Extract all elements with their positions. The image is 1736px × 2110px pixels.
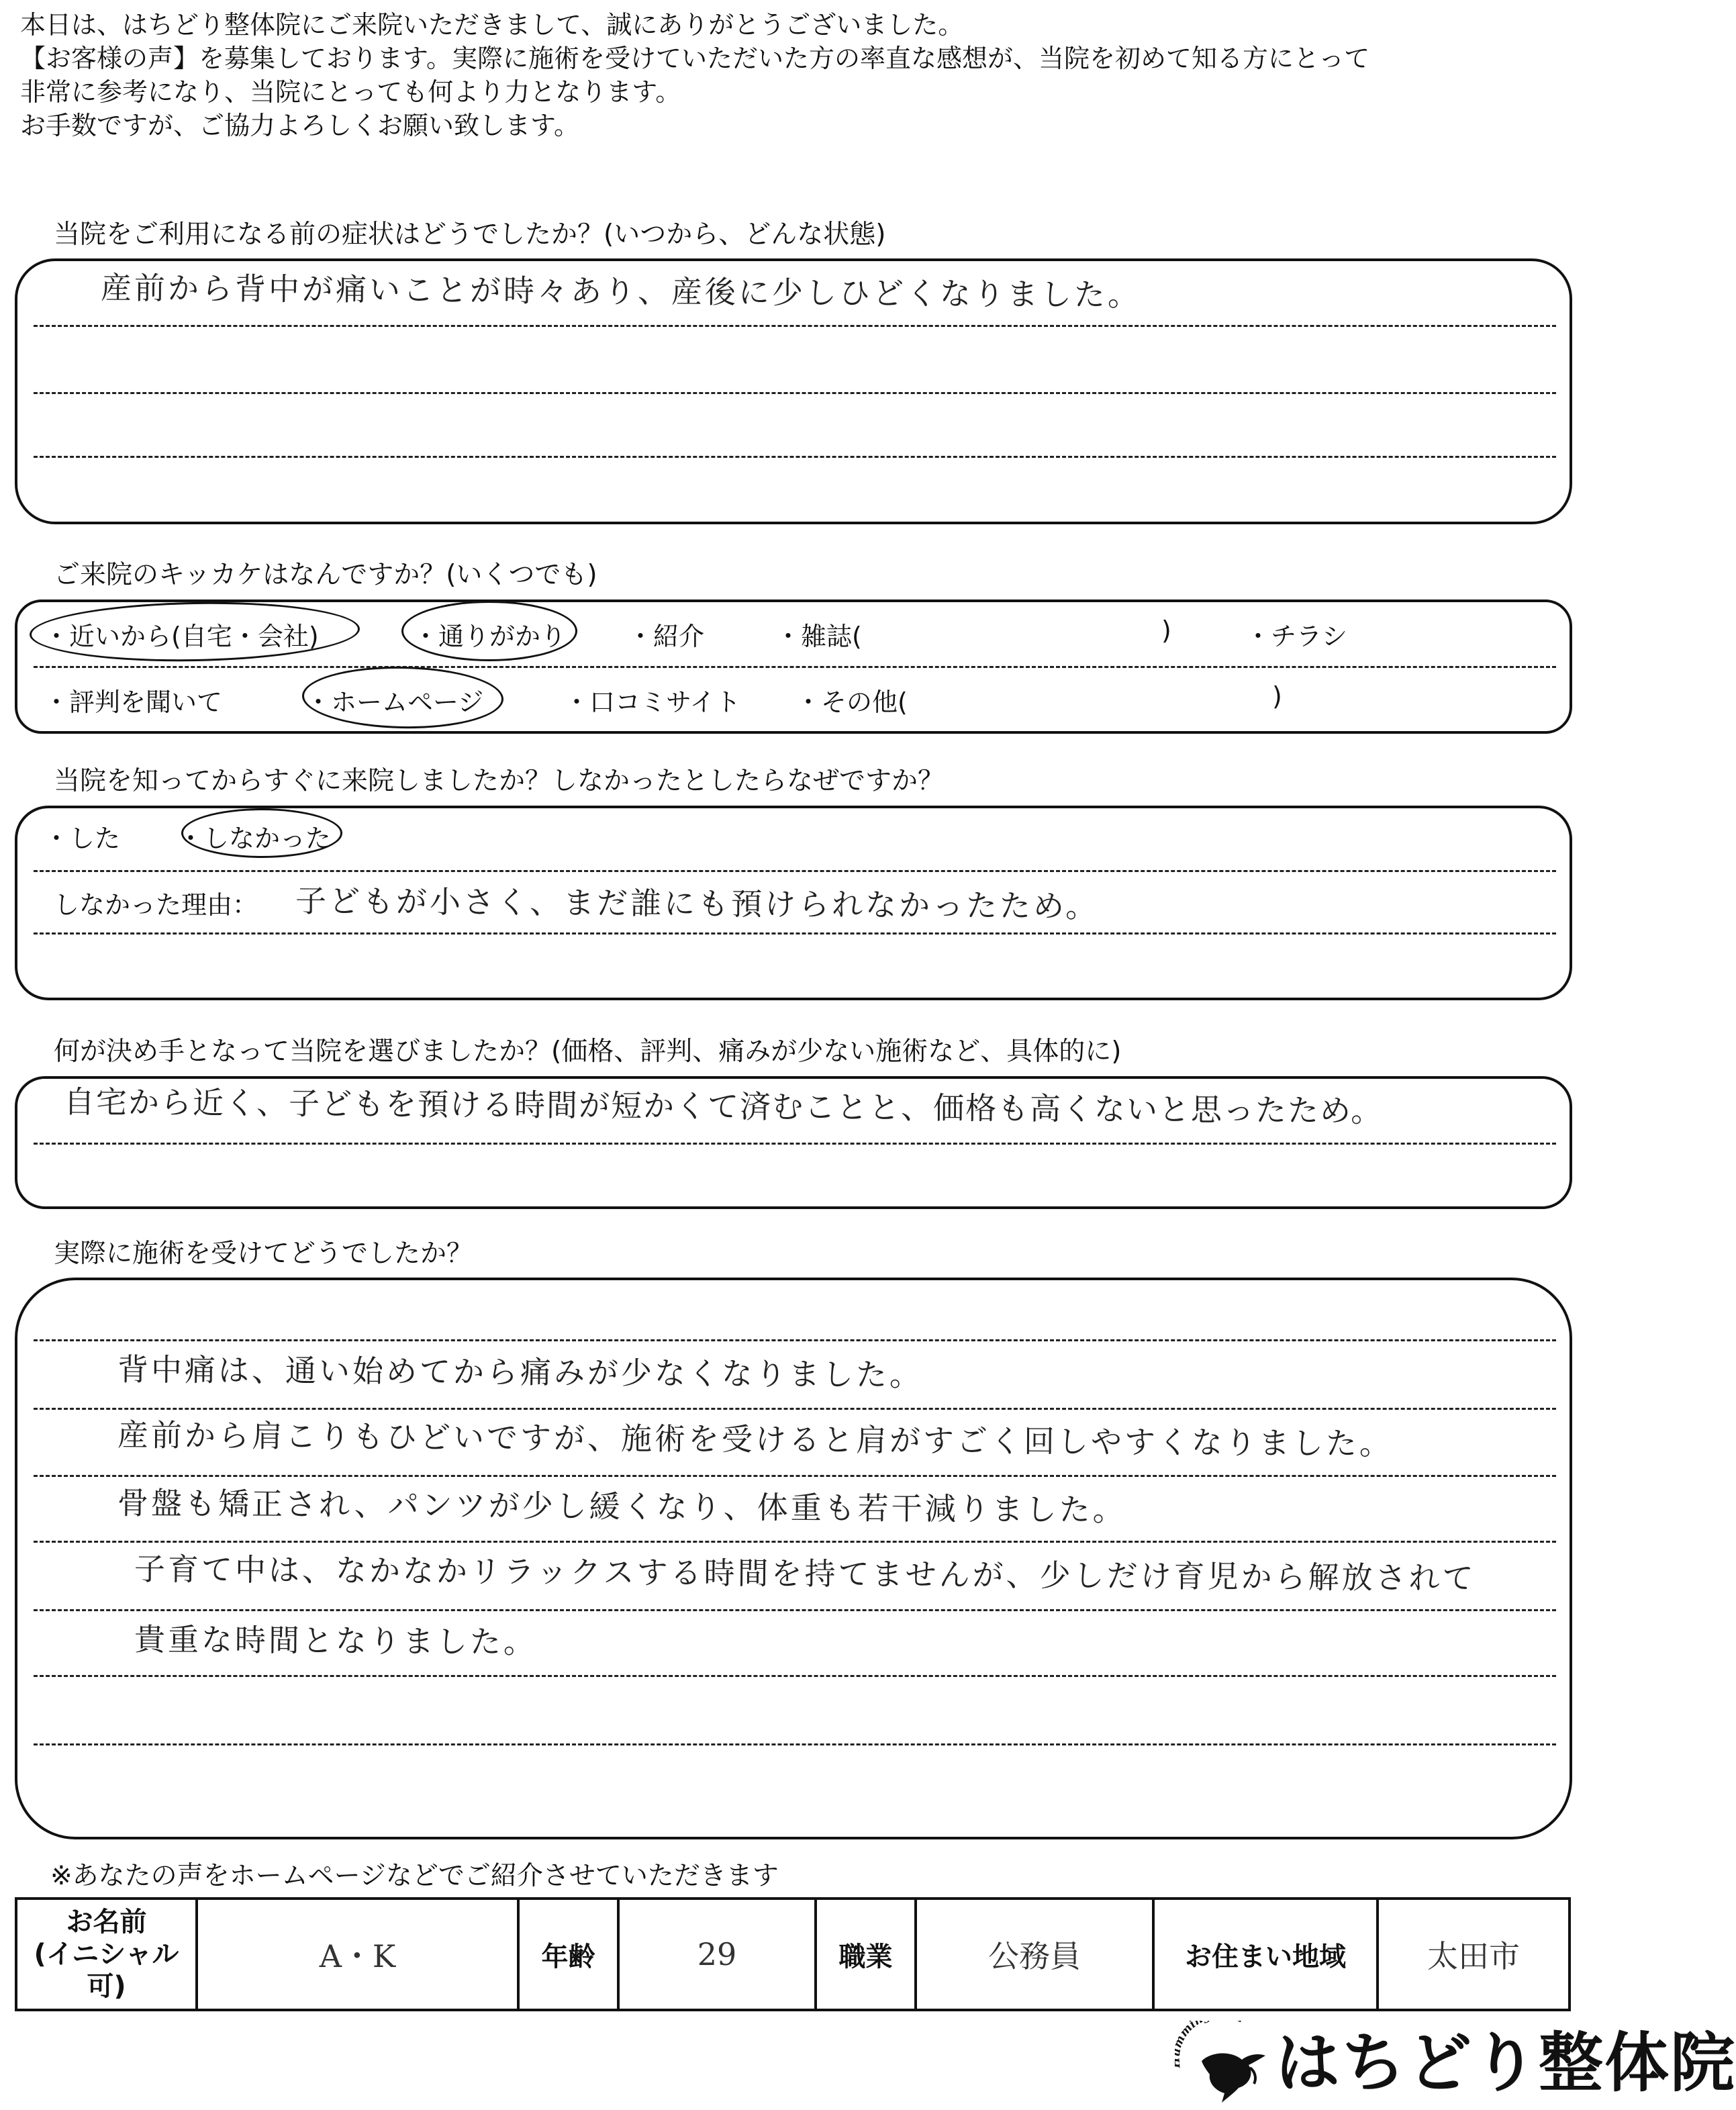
handwritten-experience-line: 産前から肩こりもひどいですが、施術を受けると肩がすごく回しやすくなりました。 (117, 1417, 1394, 1462)
option-magazine: ・雑誌( (775, 622, 862, 651)
option-homepage: ・ホームページ (305, 687, 484, 717)
option-near: ・近いから(自宅・会社) (44, 622, 319, 651)
option-reputation: ・評判を聞いて (44, 687, 223, 717)
area-label: お住まい地域 (1153, 1899, 1378, 2010)
question-deciding-factor: 何が決め手となって当院を選びましたか？(価格、評判、痛みが少ない施術など、具体的に) (54, 1037, 1122, 1067)
dashed-line (34, 325, 1556, 327)
customer-info-table (15, 1897, 1571, 2011)
intro-text (20, 8, 1369, 142)
dashed-line (34, 1675, 1556, 1677)
logo-script-text: mi (1177, 2021, 1199, 2040)
handwritten-answer-symptoms: 産前から背中が痛いことが時々あり、産後に少しひどくなりました。 (100, 269, 1142, 314)
handwritten-experience-line: 背中痛は、通い始めてから痛みが少なくなりました。 (117, 1351, 924, 1394)
name-label: お名前 (66, 1907, 147, 1937)
selection-circle-did-not (181, 808, 342, 858)
clinic-name: はちどり整体院 (1275, 2025, 1736, 2101)
option-did-not: ・しなかった (178, 824, 332, 853)
name-label-cell (16, 1899, 197, 2010)
handwritten-experience-line: 貴重な時間となりました。 (134, 1621, 538, 1661)
dashed-line (34, 1609, 1556, 1611)
selection-circle-passing (401, 601, 577, 661)
option-review-site: ・口コミサイト (564, 687, 741, 717)
option-other-close: ) (1272, 681, 1282, 711)
job-label: 職業 (816, 1899, 916, 2010)
dashed-line (34, 1408, 1556, 1410)
clinic-logo (1175, 2021, 1736, 2105)
option-other: ・その他( (795, 687, 908, 717)
option-referral: ・紹介 (628, 622, 705, 651)
handwritten-reason: 子どもが小さく、まだ誰にも預けられなかったため。 (295, 882, 1100, 925)
handwritten-deciding-factor: 自宅から近く、子どもを預ける時間が短かくて済むことと、価格も高くないと思ったため。 (63, 1084, 1384, 1129)
dashed-line (34, 1475, 1556, 1477)
age-value: 29 (618, 1899, 816, 2010)
name-sub-label: (イニシャル可) (34, 1939, 179, 2002)
dashed-line (34, 1743, 1556, 1745)
job-value: 公務員 (916, 1899, 1153, 2010)
intro-line: お手数ですが、ご協力よろしくお願い致します。 (20, 111, 579, 140)
name-value: A・K (197, 1899, 518, 2010)
question-symptoms: 当院をご利用になる前の症状はどうでしたか？(いつから、どんな状態) (54, 220, 886, 250)
dashed-line (34, 392, 1556, 394)
dashed-line (34, 870, 1556, 872)
dashed-line (34, 1143, 1556, 1145)
age-label: 年齢 (518, 1899, 618, 2010)
reason-label: しなかった理由： (54, 890, 258, 920)
dashed-line (34, 666, 1556, 668)
option-passing: ・通りがかり (413, 622, 567, 651)
dashed-line (34, 1541, 1556, 1543)
option-flyer: ・チラシ (1245, 622, 1348, 651)
question-delay: 当院を知ってからすぐに来院しましたか？しなかったとしたらなぜですか？ (54, 766, 945, 796)
option-did: ・した (44, 824, 121, 853)
area-value: 太田市 (1378, 1899, 1570, 2010)
dashed-line (34, 1339, 1556, 1341)
dashed-line (34, 932, 1556, 934)
option-magazine-close: ) (1161, 616, 1171, 645)
handwritten-experience-line: 子育て中は、なかなかリラックスする時間を持てませんが、少しだけ育児から解放されて (134, 1551, 1476, 1596)
intro-line: 【お客様の声】を募集しております。実際に施術を受けていただいた方の率直な感想が、当院を初めて知る方にとって (20, 44, 1370, 73)
intro-line: 非常に参考になり、当院にとっても何より力となります。 (20, 77, 681, 107)
intro-line: 本日は、はちどり整体院にご来院いただきまして、誠にありがとうございました。 (20, 10, 964, 40)
dashed-line (34, 456, 1556, 458)
publication-note: ※あなたの声をホームページなどでご紹介させていただきます (50, 1861, 779, 1891)
question-reason-for-visit: ご来院のキッカケはなんですか？(いくつでも) (54, 560, 597, 590)
question-experience: 実際に施術を受けてどうでしたか？ (54, 1239, 473, 1269)
handwritten-experience-line: 骨盤も矯正され、パンツが少し緩くなり、体重も若干減りました。 (117, 1484, 1126, 1529)
